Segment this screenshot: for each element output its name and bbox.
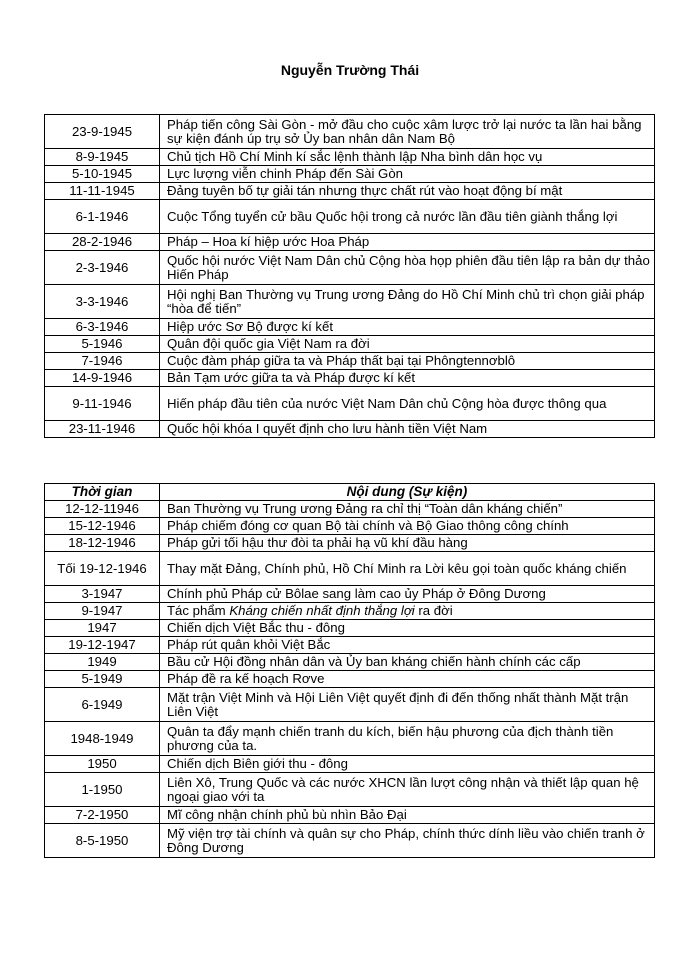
time-cell: 2-3-1946 [45,251,160,285]
time-cell: 9-11-1946 [45,387,160,421]
time-cell: 15-12-1946 [45,518,160,535]
header-time: Thời gian [45,484,160,501]
event-cell: Mặt trận Việt Minh và Hội Liên Việt quyết định đi đến thống nhất thành Mặt trận Liên Việt [160,688,655,722]
event-cell: Chiến dịch Biên giới thu - đông [160,756,655,773]
time-cell: 5-10-1945 [45,166,160,183]
event-cell: Lực lượng viễn chinh Pháp đến Sài Gòn [160,166,655,183]
table-row [45,756,655,773]
time-cell: 18-12-1946 [45,535,160,552]
time-cell: 28-2-1946 [45,234,160,251]
event-cell: Quốc hội nước Việt Nam Dân chủ Cộng hòa họp phiên đầu tiên lập ra bản dự thảo Hiến Pháp [160,251,655,285]
table-row [45,586,655,603]
table-header-row [45,484,655,501]
author-name: Nguyễn Trường Thái [280,62,420,78]
time-cell: 5-1946 [45,336,160,353]
event-cell: Đảng tuyên bố tự giải tán nhưng thực chất rút vào hoạt động bí mật [160,183,655,200]
table-row [45,773,655,807]
table-row [45,387,655,421]
table-row [45,824,655,858]
table-row [45,370,655,387]
event-cell: Cuộc đàm pháp giữa ta và Pháp thất bại tại Phôngtennơblô [160,353,655,370]
event-cell: Chính phủ Pháp cử Bôlae sang làm cao ủy Pháp ở Đông Dương [160,586,655,603]
time-cell: 1950 [45,756,160,773]
table-row [45,234,655,251]
time-cell: 6-3-1946 [45,319,160,336]
table-row [45,620,655,637]
event-cell: Hiến pháp đầu tiên của nước Việt Nam Dân chủ Cộng hòa được thông qua [160,387,655,421]
event-cell: Quân đội quốc gia Việt Nam ra đời [160,336,655,353]
time-cell: 1947 [45,620,160,637]
time-cell: 14-9-1946 [45,370,160,387]
event-cell: Pháp chiếm đóng cơ quan Bộ tài chính và Bộ Giao thông công chính [160,518,655,535]
time-cell: 7-2-1950 [45,807,160,824]
table-row [45,654,655,671]
table-row [45,552,655,586]
table-row [45,501,655,518]
table-row [45,251,655,285]
table-row [45,285,655,319]
events-table-1946-1950 [44,483,655,858]
event-cell: Bản Tạm ước giữa ta và Pháp được kí kết [160,370,655,387]
time-cell: 8-9-1945 [45,149,160,166]
event-cell: Hiệp ước Sơ Bộ được kí kết [160,319,655,336]
time-cell: 19-12-1947 [45,637,160,654]
event-text: Tác phẩm [167,603,230,618]
time-cell: 6-1949 [45,688,160,722]
event-cell: Quốc hội khóa I quyết định cho lưu hành tiền Việt Nam [160,421,655,438]
event-cell: Cuộc Tổng tuyển cử bầu Quốc hội trong cả nước lần đầu tiên giành thắng lợi [160,200,655,234]
time-cell: 9-1947 [45,603,160,620]
table-row [45,637,655,654]
event-cell: Thay mặt Đảng, Chính phủ, Hồ Chí Minh ra Lời kêu gọi toàn quốc kháng chiến [160,552,655,586]
time-cell: 8-5-1950 [45,824,160,858]
event-text: ra đời [414,603,453,618]
time-cell: 23-11-1946 [45,421,160,438]
table-row [45,319,655,336]
table-row [45,722,655,756]
table-row [45,671,655,688]
event-cell: Pháp gửi tối hậu thư đòi ta phải hạ vũ khí đầu hàng [160,535,655,552]
time-cell: 11-11-1945 [45,183,160,200]
table-row [45,421,655,438]
table-row [45,807,655,824]
table-row [45,603,655,620]
time-cell: 1948-1949 [45,722,160,756]
event-cell: Pháp đề ra kế hoạch Rơve [160,671,655,688]
time-cell: 1949 [45,654,160,671]
event-cell: Chiến dịch Việt Bắc thu - đông [160,620,655,637]
table-row [45,183,655,200]
event-cell: Chủ tịch Hồ Chí Minh kí sắc lệnh thành lập Nha bình dân học vụ [160,149,655,166]
table-row [45,200,655,234]
time-cell: 23-9-1945 [45,115,160,149]
event-cell: Pháp rút quân khỏi Việt Bắc [160,637,655,654]
event-cell [160,603,655,620]
table-row [45,166,655,183]
event-cell: Hội nghị Ban Thường vụ Trung ương Đảng do Hồ Chí Minh chủ trì chọn giải pháp “hòa để tiến” [160,285,655,319]
table-row [45,535,655,552]
event-cell: Quân ta đẩy mạnh chiến tranh du kích, biến hậu phương của địch thành tiền phương của ta. [160,722,655,756]
table-row [45,149,655,166]
time-cell: 5-1949 [45,671,160,688]
time-cell: 7-1946 [45,353,160,370]
table-row [45,688,655,722]
event-cell: Liên Xô, Trung Quốc và các nước XHCN lần lượt công nhận và thiết lập quan hệ ngoại giao với ta [160,773,655,807]
event-cell: Mĩ công nhận chính phủ bù nhìn Bảo Đại [160,807,655,824]
time-cell: 6-1-1946 [45,200,160,234]
event-cell: Ban Thường vụ Trung ương Đảng ra chỉ thị “Toàn dân kháng chiến” [160,501,655,518]
event-cell: Pháp – Hoa kí hiệp ước Hoa Pháp [160,234,655,251]
time-cell: 1-1950 [45,773,160,807]
event-cell: Mỹ viện trợ tài chính và quân sự cho Pháp, chính thức dính liều vào chiến tranh ở Đông Dương [160,824,655,858]
table-row [45,353,655,370]
events-table-1945-1946 [44,114,655,438]
table-row [45,518,655,535]
time-cell: 3-1947 [45,586,160,603]
time-cell: 12-12-11946 [45,501,160,518]
table-row [45,115,655,149]
event-cell: Bầu cử Hội đồng nhân dân và Ủy ban kháng chiến hành chính các cấp [160,654,655,671]
event-cell: Pháp tiến công Sài Gòn - mở đầu cho cuộc xâm lược trở lại nước ta lần hai bằng sự kiện đánh úp trụ sở Ủy ban nhân dân Nam Bộ [160,115,655,149]
table-row [45,336,655,353]
header-event: Nội dung (Sự kiện) [160,484,655,501]
time-cell: Tối 19-12-1946 [45,552,160,586]
time-cell: 3-3-1946 [45,285,160,319]
book-title: Kháng chiến nhất định thắng lợi [229,603,415,618]
